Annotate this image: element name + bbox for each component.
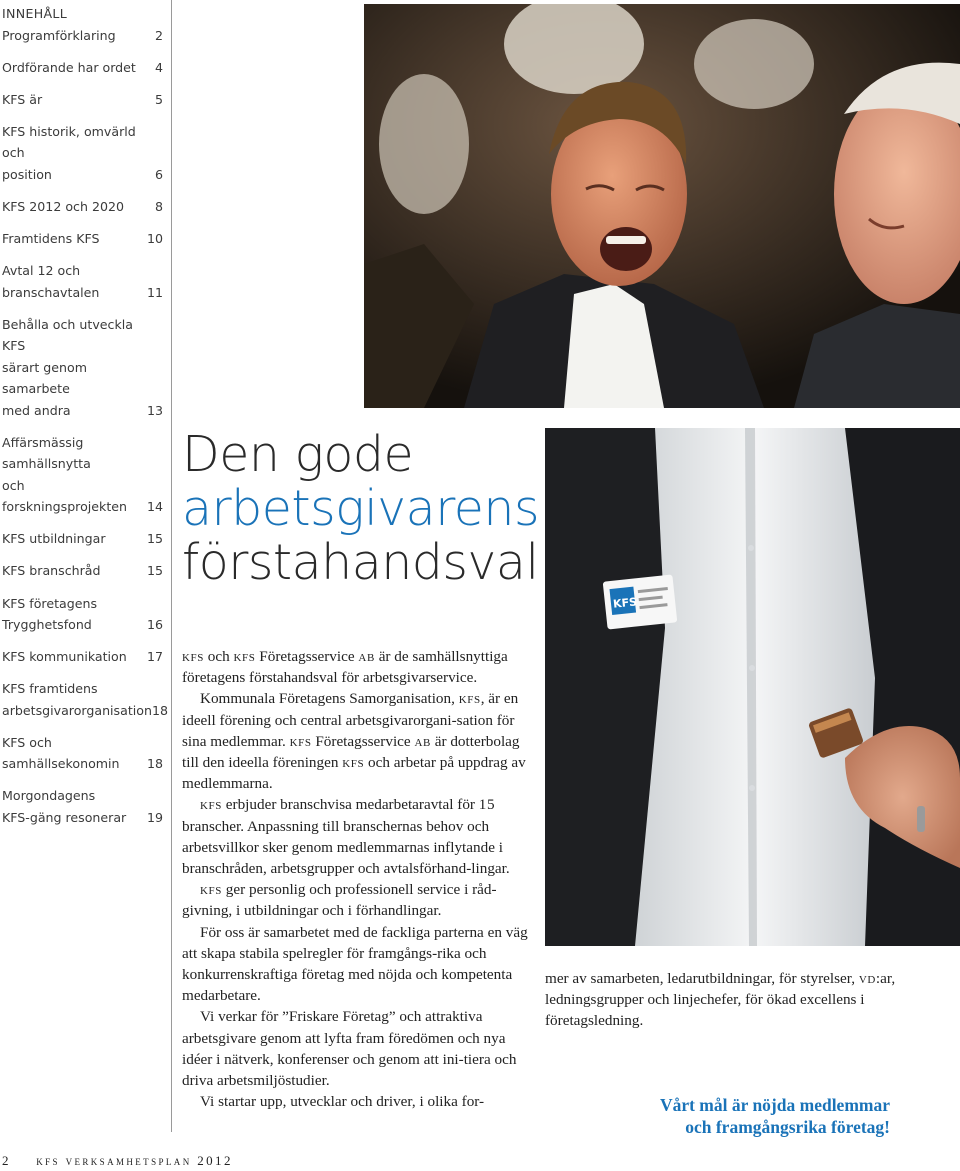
body-text-column-2 <box>545 968 925 1032</box>
abbr-kfs: kfs <box>342 754 365 772</box>
headline-line-1: Den gode <box>182 426 414 483</box>
toc-entry-title: Behålla och utveckla KFS särart genom samarbete med andra <box>2 316 133 418</box>
text-run: Företagsservice <box>311 732 415 750</box>
toc-entry-page: 10 <box>146 230 163 246</box>
paragraph-7-continued <box>545 968 925 1032</box>
abbr-kfs: kfs <box>200 796 222 814</box>
toc-entry-page: 15 <box>146 531 163 547</box>
toc-entry[interactable] <box>2 785 163 828</box>
toc-entry[interactable] <box>2 646 163 668</box>
name-badge-logo: KFS <box>612 595 638 611</box>
body-text-column-1 <box>182 646 528 1112</box>
page-number: 2 <box>2 1153 11 1168</box>
toc-entry-page: 4 <box>154 59 163 75</box>
text-run: :ar, ledningsgrupper och linjechefer, för ökad excellens i företagsledning. <box>545 970 896 1030</box>
toc-heading: INNEHÅLL <box>2 6 68 21</box>
table-of-contents <box>0 0 172 1132</box>
goal-line-2: och framgångsrika företag! <box>685 1117 890 1137</box>
paragraph-2 <box>182 688 528 794</box>
text-run: är dotterbolag till den ideella föreningen <box>182 732 520 772</box>
text-run: mer av samarbeten, ledarutbildningar, för styrelser, <box>545 970 859 987</box>
abbr-ab: ab <box>414 732 431 750</box>
paragraph-1 <box>182 646 528 688</box>
toc-entry-page: 18 <box>151 702 168 718</box>
abbr-kfs: kfs <box>289 732 312 750</box>
goal-line-1: Vårt mål är nöjda medlemmar <box>659 1095 890 1115</box>
photo-man-with-badge <box>545 428 960 946</box>
toc-entry-title: KFS är <box>2 91 43 107</box>
number-15: 15 <box>478 796 496 814</box>
abbr-ab: ab <box>358 648 375 665</box>
text-run: , är en ideell förening och central arbetsgivarorgani-sation för sina medlemmar. <box>182 690 519 750</box>
toc-entry[interactable] <box>2 678 168 721</box>
toc-entry-title: KFS företagens Trygghetsfond <box>2 595 98 633</box>
toc-entry-title: Morgondagens KFS-gäng resonerar <box>2 788 127 825</box>
text-run: branscher. Anpassning till branschernas behov och arbetsvillkor sker genom medlemmarnas inflytande i branschråden, arbetsgrupper och avtalsförhand-lingar. <box>182 817 510 878</box>
toc-entry-page: 14 <box>146 499 163 515</box>
paragraph-5: För oss är samarbetet med de fackliga parterna en väg att skapa stabila spelregler för framgångs-rika och konkurrenskraftiga företag med nöjda och kompetenta medarbetare. <box>182 923 528 1005</box>
publication-title: kfs verksamhetsplan 2012 <box>36 1153 233 1168</box>
toc-entry[interactable] <box>2 432 163 518</box>
text-run: erbjuder branschvisa medarbetaravtal för <box>221 796 479 814</box>
toc-entry-page: 2 <box>154 27 163 43</box>
toc-entry[interactable] <box>2 25 163 47</box>
goal-callout <box>600 1094 890 1138</box>
toc-entry-page: 17 <box>146 649 163 665</box>
paragraph-7: Vi startar upp, utvecklar och driver, i olika for- <box>200 1093 485 1111</box>
toc-entry-title: Framtidens KFS <box>2 230 100 246</box>
photo-laughing-men <box>364 4 960 408</box>
paragraph-4 <box>182 879 528 921</box>
toc-entry-title: KFS 2012 och 2020 <box>2 198 124 214</box>
paragraph-6: Vi verkar för ”Friskare Företag” och attraktiva arbetsgivare genom att lyfta fram föredömen och nya idéer i nätverk, konferenser och genom att ini-tiera och driva arbetsmiljöstudier. <box>182 1008 517 1090</box>
toc-entry[interactable] <box>2 260 163 303</box>
page-headline <box>182 428 542 590</box>
text-run: och <box>203 648 234 665</box>
toc-entry-title: KFS framtidens arbetsgivarorganisation <box>2 681 152 718</box>
toc-entry[interactable] <box>2 57 163 79</box>
paragraph-3 <box>182 794 528 879</box>
toc-entry-page: 16 <box>146 617 163 633</box>
toc-entry[interactable] <box>2 196 163 218</box>
headline-line-3: förstahandsval <box>182 534 539 591</box>
headline-line-2: arbetsgivarens <box>182 480 540 537</box>
abbr-vd: vd <box>858 970 876 987</box>
toc-entry-page: 11 <box>146 284 163 300</box>
toc-entry-title: KFS branschråd <box>2 563 101 579</box>
text-run: ger personlig och professionell service i råd-givning, i utbildningar och i förhandlingar. <box>182 881 497 920</box>
text-run: Kommunala Företagens Samorganisation, <box>200 690 459 708</box>
toc-entry[interactable] <box>2 89 163 111</box>
toc-entry-page: 18 <box>146 756 163 772</box>
toc-entry-title: Programförklaring <box>2 27 116 43</box>
page-footer <box>2 1153 233 1169</box>
toc-list <box>2 25 168 829</box>
toc-entry-page: 19 <box>146 809 163 825</box>
text-run: är de samhällsnyttiga företagens förstahandsval för arbetsgivarservice. <box>182 648 508 687</box>
toc-entry[interactable] <box>2 121 163 186</box>
photo-man-with-badge-illustration <box>545 428 960 946</box>
abbr-kfs: kfs <box>200 881 222 899</box>
toc-entry-title: KFS utbildningar <box>2 531 106 547</box>
toc-entry[interactable] <box>2 228 163 250</box>
toc-entry-title: Avtal 12 och branschavtalen <box>2 263 100 300</box>
toc-entry-title: KFS kommunikation <box>2 649 127 665</box>
toc-entry-title: KFS och samhällsekonomin <box>2 734 120 772</box>
toc-entry-page: 5 <box>154 91 163 107</box>
toc-entry-page: 6 <box>154 166 163 182</box>
photo-laughing-men-illustration <box>364 4 960 408</box>
toc-entry[interactable] <box>2 528 163 550</box>
toc-entry-page: 8 <box>154 198 163 214</box>
text-run: Företagsservice <box>255 648 359 665</box>
text-run: och arbetar på uppdrag av medlemmarna. <box>182 754 526 793</box>
toc-entry[interactable] <box>2 560 163 582</box>
toc-entry-title: Affärsmässig samhällsnytta och forskningsprojekten <box>2 434 127 515</box>
toc-entry[interactable] <box>2 593 163 636</box>
abbr-kfs: kfs <box>233 648 256 665</box>
toc-entry[interactable] <box>2 732 163 775</box>
toc-entry-title: KFS historik, omvärld och position <box>2 123 136 182</box>
toc-entry-page: 13 <box>146 402 163 418</box>
toc-entry-title: Ordförande har ordet <box>2 59 136 75</box>
abbr-kfs: kfs <box>182 648 204 665</box>
toc-entry[interactable] <box>2 314 163 422</box>
abbr-kfs: kfs <box>458 690 481 708</box>
toc-entry-page: 15 <box>146 563 163 579</box>
